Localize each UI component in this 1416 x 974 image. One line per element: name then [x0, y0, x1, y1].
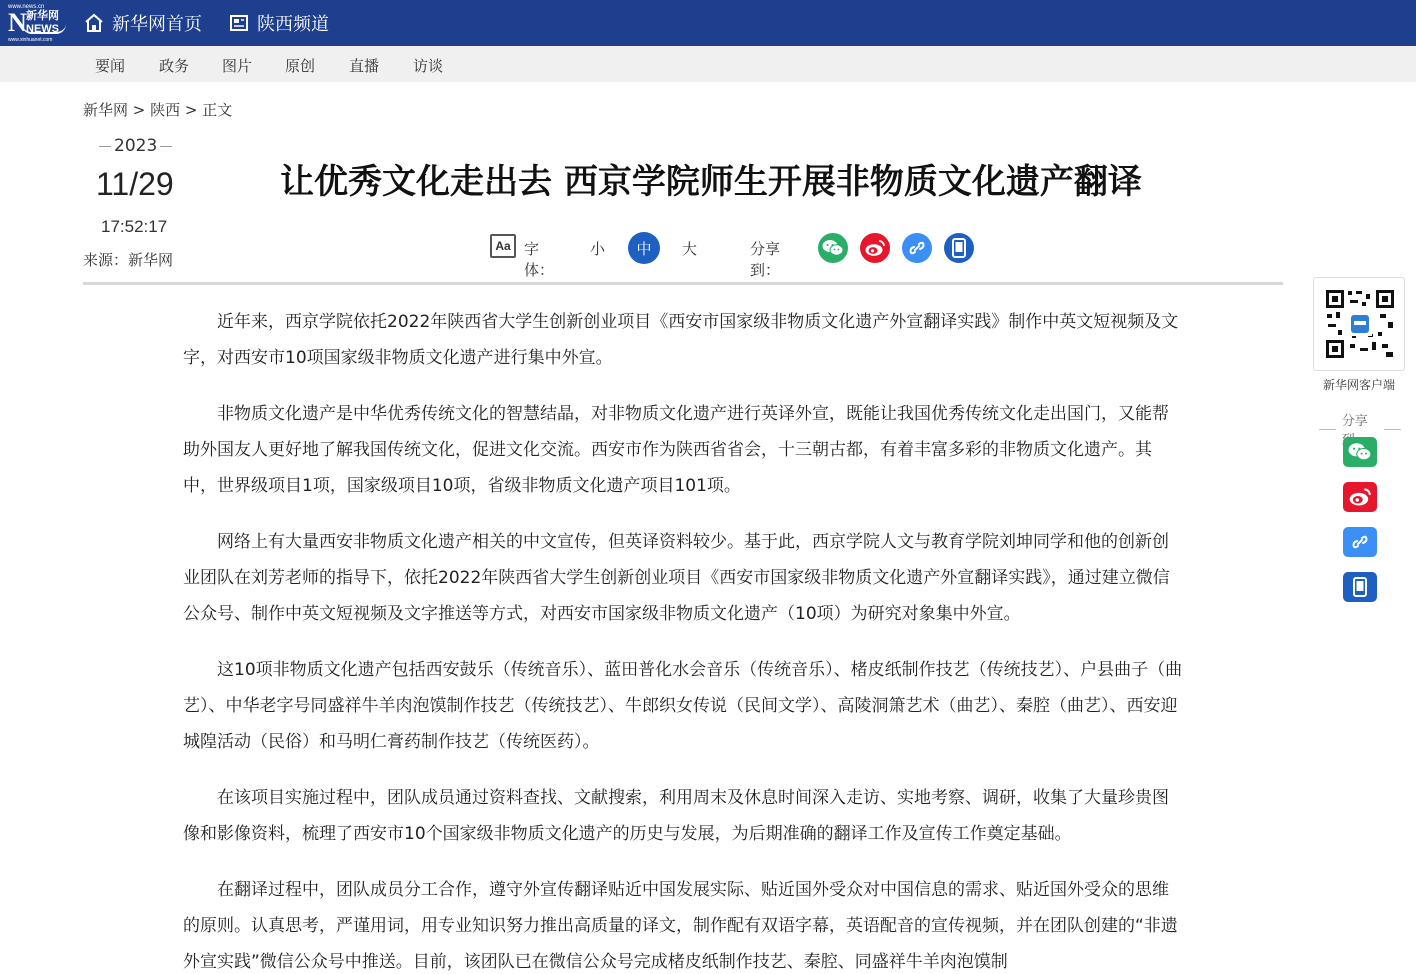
font-size-medium[interactable]: 中 — [628, 232, 660, 264]
subnav-item-government[interactable]: 政务 — [159, 57, 190, 75]
qr-code-icon — [1324, 288, 1396, 360]
article-source: 来源：新华网 — [83, 251, 174, 269]
logo-en-text: NEWS — [26, 23, 59, 35]
sidebar-share-wechat-button[interactable] — [1343, 437, 1377, 467]
breadcrumb[interactable]: 新华网 > 陕西 > 正文 — [83, 101, 233, 119]
article-paragraph: 网络上有大量西安非物质文化遗产相关的中文宣传，但英译资料较少。基于此，西京学院人文与教育学院刘坤同学和他的创新创业团队在刘芳老师的指导下，依托2022年陕西省大学生创新创业项目《西安市国家级非物质文化遗产外宣翻译实践》，通过建立微信公众号、制作中英文短视频及文字推送等方式，对西安市国家级非物质文化遗产（10项）为研究对象集中外宣。 — [183, 532, 1170, 624]
sidebar-share-link-button[interactable] — [1343, 527, 1377, 557]
logo-url-text: www.news.cn — [8, 4, 45, 10]
weibo-icon — [1348, 487, 1372, 507]
home-link-label: 新华网首页 — [112, 14, 202, 35]
logo-bottom-text: www.xinhuanet.com — [8, 37, 53, 43]
subnav-item-live[interactable]: 直播 — [349, 57, 380, 75]
article-title: 让优秀文化走出去 西京学院师生开展非物质文化遗产翻译 — [280, 162, 1142, 202]
weibo-icon — [864, 239, 886, 257]
home-icon — [84, 13, 104, 33]
subnav-item-original[interactable]: 原创 — [285, 57, 316, 75]
sidebar-share-mobile-button[interactable] — [1343, 572, 1377, 602]
font-size-small[interactable]: 小 — [590, 240, 606, 258]
home-link[interactable] — [84, 9, 202, 37]
publish-time: 17:52:17 — [101, 217, 168, 236]
share-mobile-button[interactable] — [944, 233, 974, 263]
wechat-icon — [822, 239, 844, 257]
font-size-large[interactable]: 大 — [682, 240, 698, 258]
article-paragraph: 在翻译过程中，团队成员分工合作，遵守外宣传翻译贴近中国发展实际、贴近国外受众对中国信息的需求、贴近国外受众的思维的原则。认真思考，严谨用词，用专业知识努力推出高质量的译文，制作配有双语字幕，英语配音的宣传视频，并在团队创建的“非遗外宣实践”微信公众号中推送。目前，该团队已在微信公众号完成楮皮纸制作技艺、秦腔、同盛祥牛羊肉泡馍制 — [183, 880, 1178, 972]
publish-year — [96, 136, 176, 156]
share-divider-right — [1384, 429, 1401, 430]
logo-cn-text: 新华网 — [26, 9, 59, 22]
top-bar — [0, 0, 1416, 46]
sub-navigation — [0, 46, 1416, 82]
publish-date: 11/29 — [96, 166, 174, 202]
article-paragraph: 这10项非物质文化遗产包括西安鼓乐（传统音乐）、蓝田普化水会音乐（传统音乐）、楮皮纸制作技艺（传统技艺）、户县曲子（曲艺）、中华老字号同盛祥牛羊肉泡馍制作技艺（传统技艺）、牛郎织女传说（民间文学）、高陵洞箫艺术（曲艺）、秦腔（曲艺）、西安迎城隍活动（民俗）和马明仁膏药制作技艺（传统医药）。 — [183, 660, 1183, 752]
font-size-icon: Aa — [490, 234, 516, 258]
year-divider-right — [160, 146, 172, 147]
link-icon — [1351, 533, 1369, 551]
subnav-item-news[interactable]: 要闻 — [95, 57, 126, 75]
share-divider-left — [1319, 429, 1336, 430]
article-paragraph: 非物质文化遗产是中华优秀传统文化的智慧结晶，对非物质文化遗产进行英译外宣，既能让我国优秀传统文化走出国门，又能帮助外国友人更好地了解我国传统文化，促进文化交流。西安市作为陕西省省会，十三朝古都，有着丰富多彩的非物质文化遗产。其中，世界级项目1项，国家级项目10项，省级非物质文化遗产项目101项。 — [183, 404, 1169, 496]
sidebar-share-label: 分享 — [1341, 414, 1368, 429]
share-wechat-button[interactable] — [818, 233, 848, 263]
app-qr-code[interactable] — [1313, 277, 1405, 371]
channel-link[interactable] — [229, 9, 329, 37]
newspaper-icon — [229, 13, 249, 33]
link-icon — [908, 239, 926, 257]
publish-year-text: 2023 — [114, 136, 158, 156]
mobile-icon — [1353, 577, 1367, 597]
header-divider — [83, 282, 1283, 285]
logo-swoosh — [22, 24, 66, 34]
share-link-button[interactable] — [902, 233, 932, 263]
logo-n-letter: N — [8, 8, 27, 37]
subnav-item-photos[interactable]: 图片 — [222, 57, 253, 75]
qr-code-label: 新华网客户端 — [1322, 378, 1395, 392]
xinhua-logo[interactable] — [8, 4, 70, 42]
article-paragraph: 近年来，西京学院依托2022年陕西省大学生创新创业项目《西安市国家级非物质文化遗产外宣翻译实践》制作中英文短视频及文字，对西安市10项国家级非物质文化遗产进行集中外宣。 — [183, 312, 1179, 368]
mobile-icon — [952, 238, 966, 258]
channel-link-label: 陕西频道 — [257, 14, 329, 35]
year-divider-left — [99, 146, 111, 147]
share-label: 分享到： — [750, 240, 781, 279]
article-paragraph: 在该项目实施过程中，团队成员通过资料查找、文献搜索，利用周末及休息时间深入走访、实地考察、调研，收集了大量珍贵图像和影像资料，梳理了西安市10个国家级非物质文化遗产的历史与发展，为后期准确的翻译工作及宣传工作奠定基础。 — [183, 788, 1169, 844]
font-size-label: 字体： — [524, 240, 555, 279]
sidebar-share-weibo-button[interactable] — [1343, 482, 1377, 512]
subnav-item-interviews[interactable]: 访谈 — [413, 57, 444, 75]
article-body — [183, 304, 1183, 974]
share-weibo-button[interactable] — [860, 233, 890, 263]
wechat-icon — [1348, 442, 1372, 462]
